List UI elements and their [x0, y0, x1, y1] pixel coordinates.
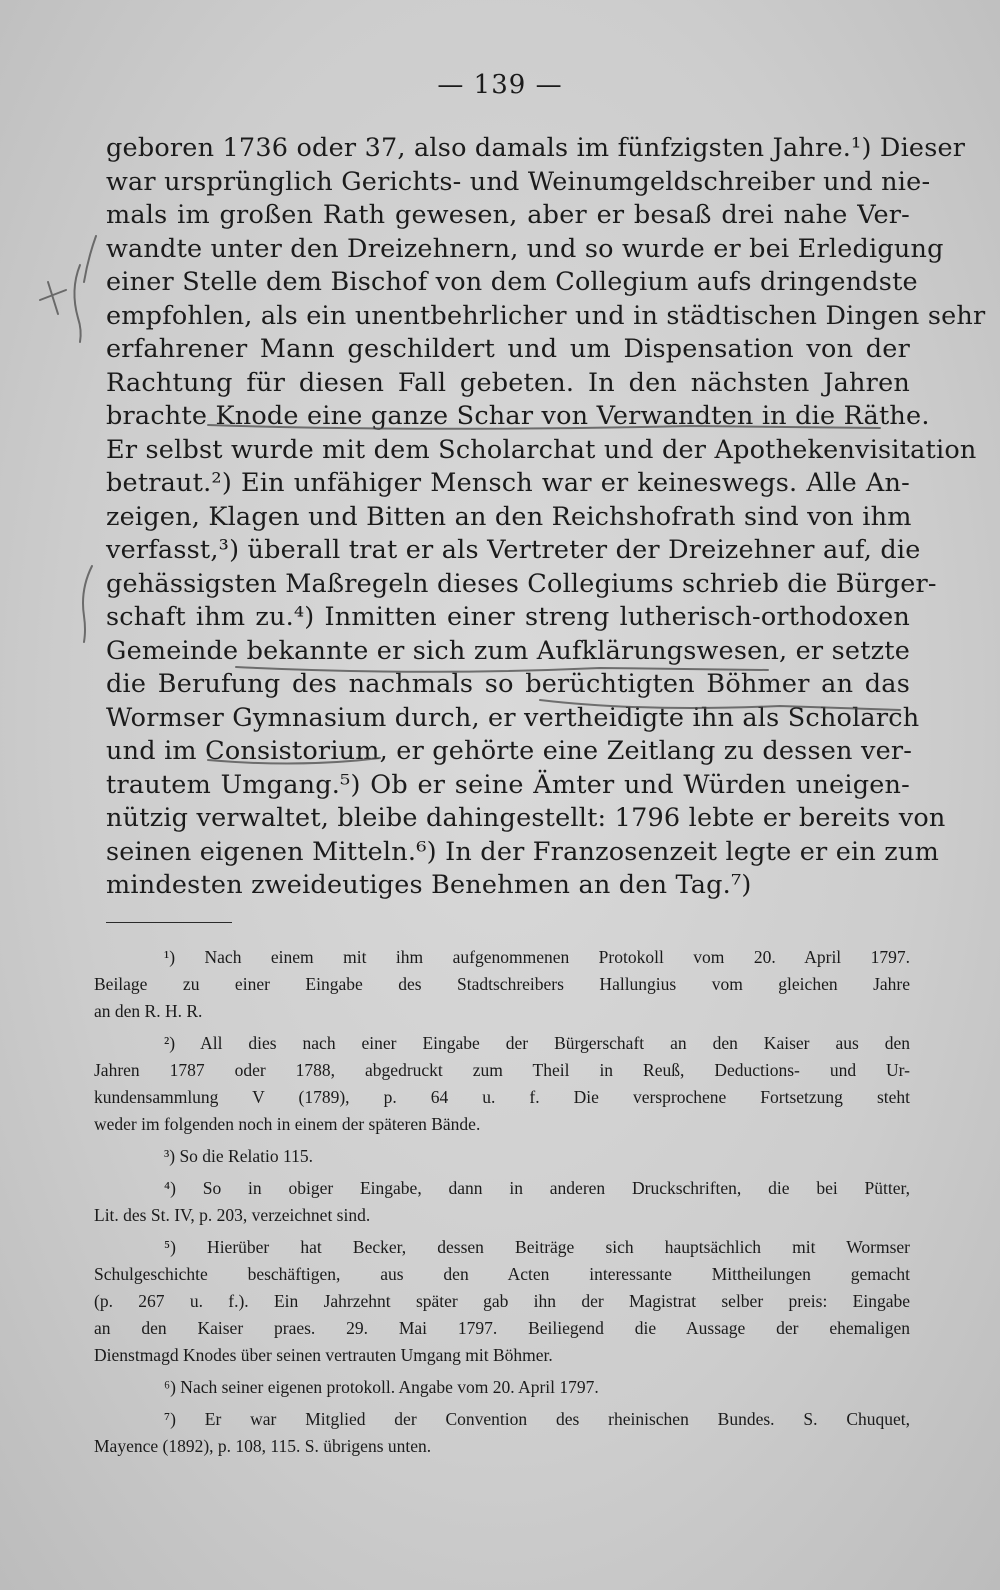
footnote-1-line: ¹) Nach einem mit ihm aufgenommenen Protokoll vom 20. April 1797.: [164, 947, 910, 967]
footnote-4-line: ⁴) So in obiger Eingabe, dann in anderen Druckschriften, die bei Pütter,: [164, 1178, 910, 1198]
text-line: zeigen, Klagen und Bitten an den Reichshofrath sind von ihm: [106, 501, 912, 532]
text-line: erfahrener Mann geschildert und um Dispensation von der: [106, 334, 910, 364]
footnote-5-line: Dienstmagd Knodes über seinen vertrauten Umgang mit Böhmer.: [94, 1345, 553, 1365]
margin-cross-mark: [40, 282, 66, 314]
footnote-5-line: an den Kaiser praes. 29. Mai 1797. Beiliegend die Aussage der ehemaligen: [94, 1318, 910, 1338]
footnote-2-line: weder im folgenden noch in einem der späteren Bände.: [94, 1114, 481, 1134]
text-line: brachte Knode eine ganze Schar von Verwandten in die Räthe.: [106, 401, 930, 431]
footnote-7-line: ⁷) Er war Mitglied der Convention des rheinischen Bundes. S. Chuquet,: [164, 1409, 910, 1429]
margin-bracket-mark: [74, 265, 80, 342]
footnote-5-line: Schulgeschichte beschäftigen, aus den Acten interessante Mittheilungen gemacht: [94, 1264, 910, 1284]
footnote-2-line: ²) All dies nach einer Eingabe der Bürgerschaft an den Kaiser aus den: [164, 1033, 910, 1053]
text-line: einer Stelle dem Bischof von dem Collegium aufs dringendste: [106, 267, 918, 297]
text-line: verfasst,³) überall trat er als Vertreter der Dreizehner auf, die: [106, 535, 921, 565]
footnote-3-line: ³) So die Relatio 115.: [164, 1146, 313, 1166]
main-text: [106, 132, 986, 903]
footnote-1-line: an den R. H. R.: [94, 1001, 203, 1021]
margin-bracket-mark: [84, 236, 96, 282]
footnotes: [94, 944, 910, 1460]
footnote-separator: [106, 922, 232, 923]
footnote-2-line: Jahren 1787 oder 1788, abgedruckt zum Theil in Reuß, Deductions- und Ur-: [94, 1060, 910, 1080]
text-line: mals im großen Rath gewesen, aber er besaß drei nahe Ver-: [106, 200, 910, 230]
text-line: geboren 1736 oder 37, also damals im fünfzigsten Jahre.¹) Dieser: [106, 133, 966, 163]
footnote-5-line: (p. 267 u. f.). Ein Jahrzehnt später gab ihn der Magistrat selber preis: Eingabe: [94, 1291, 910, 1311]
footnote-1-line: Beilage zu einer Eingabe des Stadtschreibers Hallungius vom gleichen Jahre: [94, 974, 910, 994]
footnote-4-line: Lit. des St. IV, p. 203, verzeichnet sind.: [94, 1205, 371, 1225]
text-line: Gemeinde bekannte er sich zum Aufklärungswesen, er setzte: [106, 635, 911, 666]
text-line: nützig verwaltet, bleibe dahingestellt: 1796 lebte er bereits von: [106, 803, 946, 833]
footnote-5-line: ⁵) Hierüber hat Becker, dessen Beiträge sich hauptsächlich mit Wormser: [164, 1237, 910, 1257]
text-line: die Berufung des nachmals so berüchtigten Böhmer an das: [106, 669, 910, 699]
text-line: betraut.²) Ein unfähiger Mensch war er keineswegs. Alle An-: [106, 468, 910, 498]
footnote-2-line: kundensammlung V (1789), p. 64 u. f. Die versprochene Fortsetzung steht: [94, 1087, 910, 1107]
text-line: wandte unter den Dreizehnern, und so wurde er bei Erledigung: [106, 233, 944, 264]
text-line: und im Consistorium, er gehörte eine Zeitlang zu dessen ver-: [106, 736, 913, 766]
text-line: gehässigsten Maßregeln dieses Collegiums schrieb die Bürger-: [106, 568, 937, 599]
footnote-6-line: ⁶) Nach seiner eigenen protokoll. Angabe vom 20. April 1797.: [164, 1377, 599, 1397]
text-line: Wormser Gymnasium durch, er vertheidigte ihn als Scholarch: [106, 702, 920, 733]
text-line: Er selbst wurde mit dem Scholarchat und der Apothekenvisitation: [106, 434, 977, 465]
text-line: seinen eigenen Mitteln.⁶) In der Franzosenzeit legte er ein zum: [106, 836, 939, 867]
text-line: schaft ihm zu.⁴) Inmitten einer streng lutherisch-orthodoxen: [106, 602, 910, 632]
text-line: trautem Umgang.⁵) Ob er seine Ämter und Würden uneigen-: [106, 769, 910, 800]
margin-bracket-mark: [83, 566, 92, 642]
text-line: Rachtung für diesen Fall gebeten. In den nächsten Jahren: [106, 367, 910, 398]
text-line: empfohlen, als ein unentbehrlicher und in städtischen Dingen sehr: [106, 300, 986, 331]
footnote-7-line: Mayence (1892), p. 108, 115. S. übrigens unten.: [94, 1436, 432, 1456]
text-line: war ursprünglich Gerichts- und Weinumgeldschreiber und nie-: [106, 166, 931, 197]
text-line: mindesten zweideutiges Benehmen an den Tag.⁷): [106, 870, 752, 900]
page-number: — 139 —: [437, 70, 563, 100]
